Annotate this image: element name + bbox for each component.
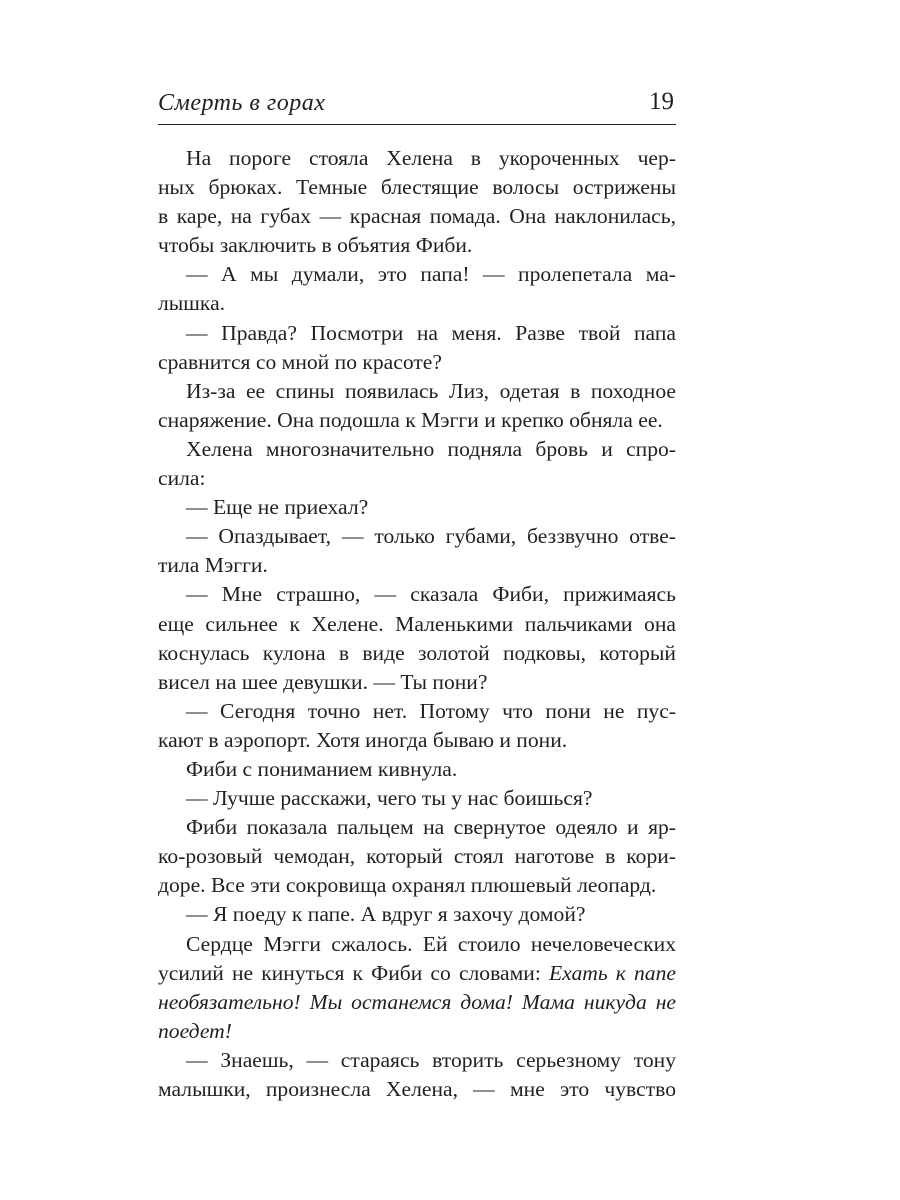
text-line: висел на шее девушки. — Ты пони? [158, 669, 488, 694]
text-line-italic: необязательно! Мы останемся дома! Мама никуда не [158, 989, 676, 1014]
text-line: малышки, произнесла Хелена, — мне это чувство [158, 1077, 676, 1101]
italic-segment: Ехать к папе [548, 960, 676, 985]
text-line: Фиби показала пальцем на свернутое одеяло и яр- [186, 815, 676, 840]
text-line-italic: поедет! [158, 1018, 232, 1043]
text-line: лышка. [158, 291, 226, 316]
text-line: ко-розовый чемодан, который стоял наготове в кори- [158, 844, 676, 869]
text-line: кают в аэропорт. Хотя иногда бываю и пони. [158, 727, 568, 752]
text-line: Фиби с пониманием кивнула. [186, 756, 458, 781]
text-line [158, 959, 676, 988]
text-line: — Я поеду к папе. А вдруг я захочу домой? [186, 902, 586, 927]
page-header [158, 88, 676, 125]
text-line: чтобы заключить в объятия Фиби. [158, 233, 473, 258]
text-line: ных брюках. Темные блестящие волосы острижены [158, 175, 676, 200]
text-line: — Знаешь, — стараясь вторить серьезному тону [186, 1047, 676, 1072]
text-line: — Сегодня точно нет. Потому что пони не пус- [186, 698, 676, 723]
text-line: сравнится со мной по красоте? [158, 349, 442, 374]
text-line: На пороге стояла Хелена в укороченных чер- [186, 146, 676, 170]
text-line: еще сильнее к Хелене. Маленькими пальчиками она [158, 611, 676, 636]
text-line: — А мы думали, это папа! — пролепетала ма- [186, 262, 676, 287]
text-line: — Еще не приехал? [186, 495, 369, 520]
text-line: в каре, на губах — красная помада. Она наклонилась, [158, 204, 676, 229]
text-line: тила Мэгги. [158, 553, 268, 578]
text-line: — Мне страшно, — сказала Фиби, прижимаясь [186, 582, 676, 607]
text-line: Из-за ее спины появилась Лиз, одетая в походное [186, 378, 676, 403]
text-line: коснулась кулона в виде золотой подковы, который [158, 640, 676, 665]
text-line: Сердце Мэгги сжалось. Ей стоило нечеловеческих [186, 931, 676, 956]
text-line: Хелена многозначительно подняла бровь и спро- [186, 436, 676, 461]
text-line: — Опаздывает, — только губами, беззвучно отве- [186, 524, 676, 549]
text-line: доре. Все эти сокровища охранял плюшевый леопард. [158, 873, 657, 898]
text-line: — Правда? Посмотри на меня. Разве твой папа [186, 320, 676, 345]
running-title: Смерть в горах [158, 90, 326, 116]
text-line: снаряжение. Она подошла к Мэгги и крепко обняла ее. [158, 407, 663, 432]
text-segment: усилий не кинуться к Фиби со словами: [158, 960, 541, 985]
body-text [158, 144, 676, 1104]
text-line: — Лучше расскажи, чего ты у нас боишься? [186, 786, 593, 811]
text-line: сила: [158, 466, 206, 491]
page-number: 19 [649, 88, 674, 115]
